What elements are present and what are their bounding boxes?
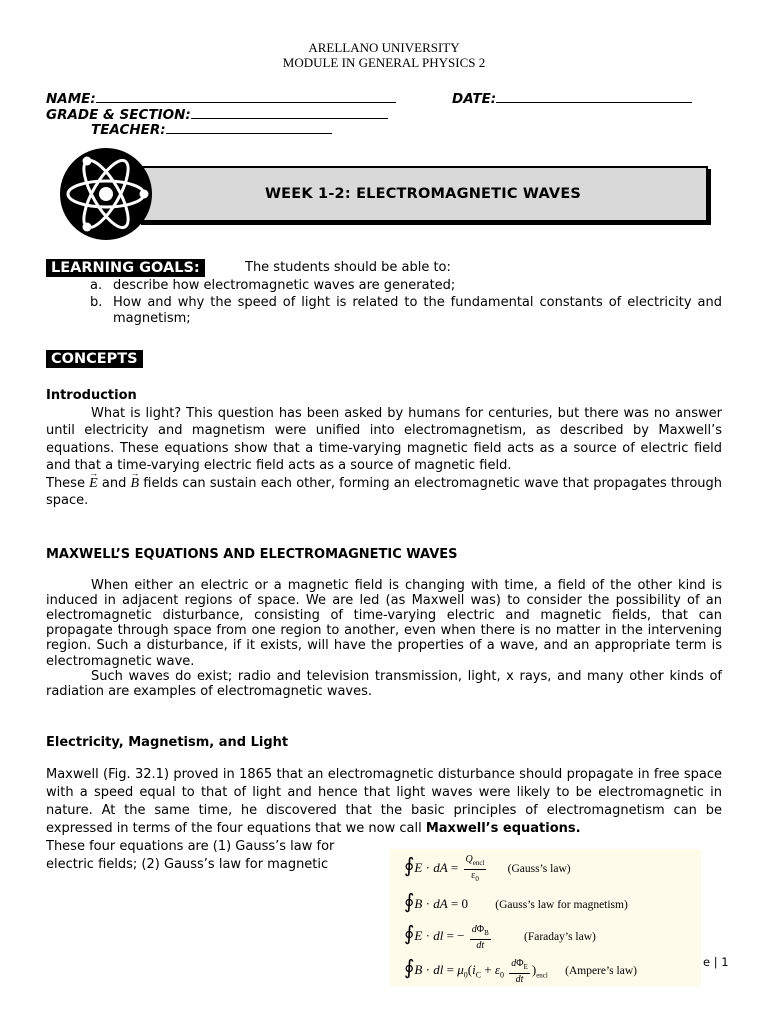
maxwell-heading: MAXWELL’S EQUATIONS AND ELECTROMAGNETIC WAVES bbox=[46, 547, 458, 562]
name-blank bbox=[96, 89, 396, 103]
list-item-text: describe how electromagnetic waves are generated; bbox=[113, 278, 456, 293]
banner-box bbox=[138, 166, 708, 222]
introduction-paragraph: What is light? This question has been asked by humans for centuries, but there was no answer until electricity and magnetism were unified into electromagnetism, as described by Maxwell’s equations. These equations show that a time-varying magnetic field acts as a source of electric field and that a time-varying electric field acts as a source of magnetic field. bbox=[46, 405, 722, 473]
maxwell-paragraph-2: Such waves do exist; radio and television transmission, light, x rays, and many other kinds of radiation are examples of electromagnetic waves. bbox=[46, 668, 722, 699]
learning-goals-intro: The students should be able to: bbox=[245, 260, 451, 275]
vector-b: → B bbox=[131, 476, 140, 491]
date-label: DATE: bbox=[452, 91, 497, 107]
learning-goals-list bbox=[90, 278, 722, 328]
document-header bbox=[0, 40, 768, 70]
module-title: MODULE IN GENERAL PHYSICS 2 bbox=[282, 55, 486, 70]
ampere-law-equation: ∮B · dl = $\mu_0(i_C + \varepsilon_0$ $\frac{d\Phi_E}{dt} )_{encl}$ (Ampere’s law) bbox=[404, 957, 637, 985]
teacher-field[interactable] bbox=[91, 120, 332, 138]
list-item-text: How and why the speed of light is related to the fundamental constants of electricity and magnetism; bbox=[113, 294, 722, 326]
gauss-law-equation: ∮E · dA = $\frac{Q_{encl}}{\varepsilon_0}$ (Gauss’s law) bbox=[404, 853, 571, 883]
faraday-law-equation: ∮E · dl = − $\frac{d\Phi_B}{dt}$ (Faraday’s law) bbox=[404, 923, 596, 951]
week-banner bbox=[56, 152, 716, 262]
grade-section-blank bbox=[191, 105, 388, 119]
page-number: e | 1 bbox=[703, 955, 729, 969]
list-item bbox=[90, 278, 722, 295]
introduction-paragraph-2: These → E and → B fields can sustain each other, forming an electromagnetic wave that propagates through space. bbox=[46, 475, 722, 510]
introduction-heading: Introduction bbox=[46, 388, 137, 403]
date-field[interactable] bbox=[452, 89, 692, 107]
maxwell-section bbox=[46, 547, 722, 699]
concepts-tag: CONCEPTS bbox=[46, 350, 143, 368]
university-name: ARELLANO UNIVERSITY bbox=[308, 40, 460, 55]
maxwell-equations-figure bbox=[390, 849, 701, 986]
maxwell-paragraph-1: When either an electric or a magnetic field is changing with time, a field of the other kind is induced in adjacent regions of space. We are led (as Maxwell was) to consider the possibility of an electromagnetic disturbance, consisting of time-varying electric and magnetic fields, that can propagate through space from one region to another, even when there is no matter in the intervening region. Such a disturbance, if it exists, will have the properties of a wave, and an appropriate term is electromagnetic wave. bbox=[46, 577, 722, 669]
date-blank bbox=[496, 89, 692, 103]
eml-heading: Electricity, Magnetism, and Light bbox=[46, 735, 289, 750]
learning-goals-tag: LEARNING GOALS: bbox=[46, 259, 205, 277]
list-marker: a. bbox=[90, 278, 103, 293]
vector-e: → E bbox=[89, 476, 98, 491]
maxwell-equations-term: Maxwell’s equations. bbox=[425, 821, 581, 836]
eml-paragraph-2: These four equations are (1) Gauss’s law for electric fields; (2) Gauss’s law for magnetic bbox=[46, 839, 335, 872]
teacher-label: TEACHER: bbox=[91, 122, 166, 138]
grade-section-label: GRADE & SECTION: bbox=[46, 107, 191, 123]
atom-icon bbox=[56, 146, 156, 242]
introduction-section bbox=[46, 387, 722, 510]
eml-paragraph-1: Maxwell (Fig. 32.1) proved in 1865 that an electromagnetic disturbance should propagate in free space with a speed equal to that of light and hence that light waves were likely to be electromagnetic in nature. At the same time, he discovered that the basic principles of electromagnetism can be expressed in terms of the four equations that we now call Maxwell’s equations. bbox=[46, 767, 722, 836]
teacher-blank bbox=[166, 120, 332, 134]
gauss-magnetism-equation: ∮B · dA = 0 (Gauss’s law for magnetism) bbox=[404, 891, 628, 913]
list-item bbox=[90, 295, 722, 328]
banner-title: WEEK 1-2: ELECTROMAGNETIC WAVES bbox=[264, 186, 582, 202]
name-label: NAME: bbox=[46, 91, 96, 107]
list-marker: b. bbox=[90, 294, 103, 310]
